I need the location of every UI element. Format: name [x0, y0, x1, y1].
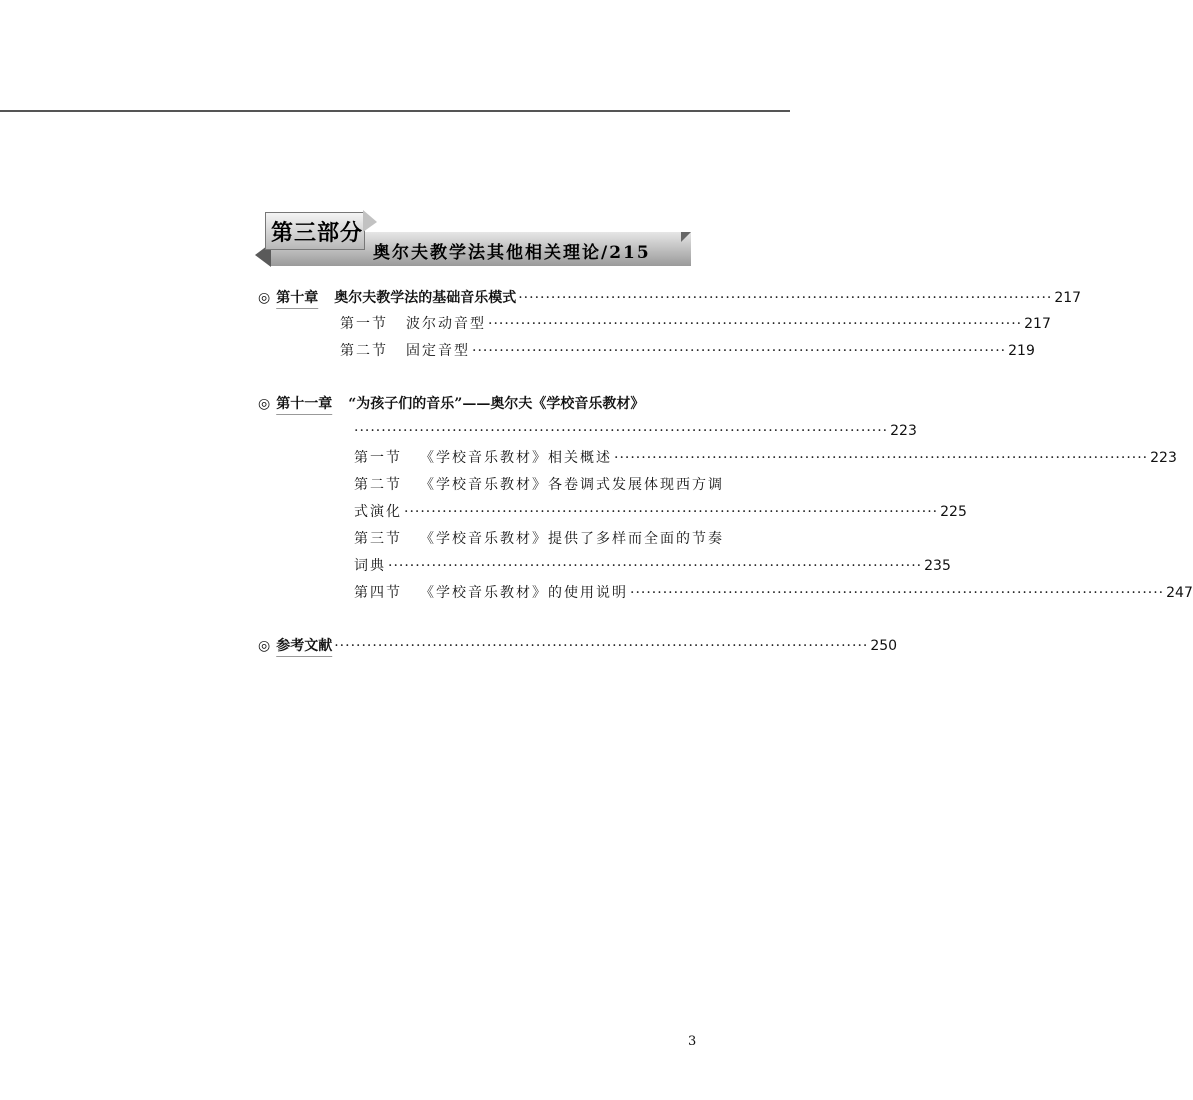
page-ref: 223: [1150, 450, 1177, 466]
toc-chapter-11[interactable]: [258, 394, 694, 414]
chapter-label: 第十章: [276, 290, 319, 306]
dot-leader: ··································································································: [488, 316, 1023, 332]
page-ref: 219: [1008, 343, 1035, 359]
page-ref: 250: [870, 638, 898, 654]
chapter-title: 奥尔夫教学法的基础音乐模式: [334, 290, 517, 306]
dot-leader: ··································································································: [630, 585, 1165, 601]
page-number: 3: [688, 1034, 697, 1049]
section-title-continued: 词典: [354, 558, 386, 574]
section-title: 《学校音乐教材》相关概述: [420, 450, 612, 466]
page-ref: 225: [940, 504, 967, 520]
page-ref: 235: [924, 558, 951, 574]
dot-leader: ··································································································: [614, 450, 1149, 466]
part-header: [255, 208, 695, 270]
toc-chapter-11-leader[interactable]: [354, 421, 917, 441]
part-title[interactable]: 奥尔夫教学法其他相关理论/215: [373, 243, 651, 263]
section-label: 第一节: [354, 450, 402, 466]
section-label: 第一节: [340, 316, 388, 332]
dot-leader: ··································································································: [388, 558, 923, 574]
toc-section[interactable]: [354, 529, 724, 549]
dot-leader: ··································································································: [518, 290, 1053, 306]
bullet-icon: ◎: [258, 638, 271, 654]
toc-section[interactable]: [354, 448, 1177, 468]
section-label: 第三节: [354, 531, 402, 547]
references-label: 参考文献: [276, 638, 333, 654]
toc-chapter-10[interactable]: [258, 288, 1082, 308]
page-ref: 217: [1054, 290, 1082, 306]
section-title: 《学校音乐教材》提供了多样而全面的节奏: [420, 531, 724, 547]
bullet-icon: ◎: [258, 290, 271, 306]
dot-leader: ··································································································: [404, 504, 939, 520]
toc-section[interactable]: [354, 583, 1193, 603]
toc-section-continued[interactable]: [354, 556, 951, 576]
page-ref: 217: [1024, 316, 1051, 332]
dot-leader: ··································································································: [354, 423, 889, 439]
dot-leader: ··································································································: [472, 343, 1007, 359]
part-tab-flag: [363, 210, 377, 232]
toc-section[interactable]: [354, 475, 724, 495]
page-ref: 223: [890, 423, 917, 439]
section-title: 《学校音乐教材》各卷调式发展体现西方调: [420, 477, 724, 493]
chapter-title: “为孩子们的音乐”——奥尔夫《学校音乐教材》: [348, 396, 645, 412]
bullet-icon: ◎: [258, 396, 271, 412]
toc-section[interactable]: [340, 341, 1035, 361]
section-label: 第二节: [354, 477, 402, 493]
section-title-continued: 式演化: [354, 504, 402, 520]
page-ref: 247: [1166, 585, 1193, 601]
section-title: 《学校音乐教材》的使用说明: [420, 585, 628, 601]
toc-section[interactable]: [340, 314, 1051, 334]
dot-leader: ··································································································: [334, 638, 869, 654]
section-title: 固定音型: [406, 343, 470, 359]
section-title: 波尔动音型: [406, 316, 486, 332]
toc-section-continued[interactable]: [354, 502, 967, 522]
section-label: 第四节: [354, 585, 402, 601]
toc-references[interactable]: [258, 636, 898, 656]
chapter-label: 第十一章: [276, 396, 333, 412]
part-label: 第三部分: [271, 220, 364, 246]
section-label: 第二节: [340, 343, 388, 359]
banner-corner: [681, 232, 691, 242]
top-rule: [0, 110, 790, 112]
